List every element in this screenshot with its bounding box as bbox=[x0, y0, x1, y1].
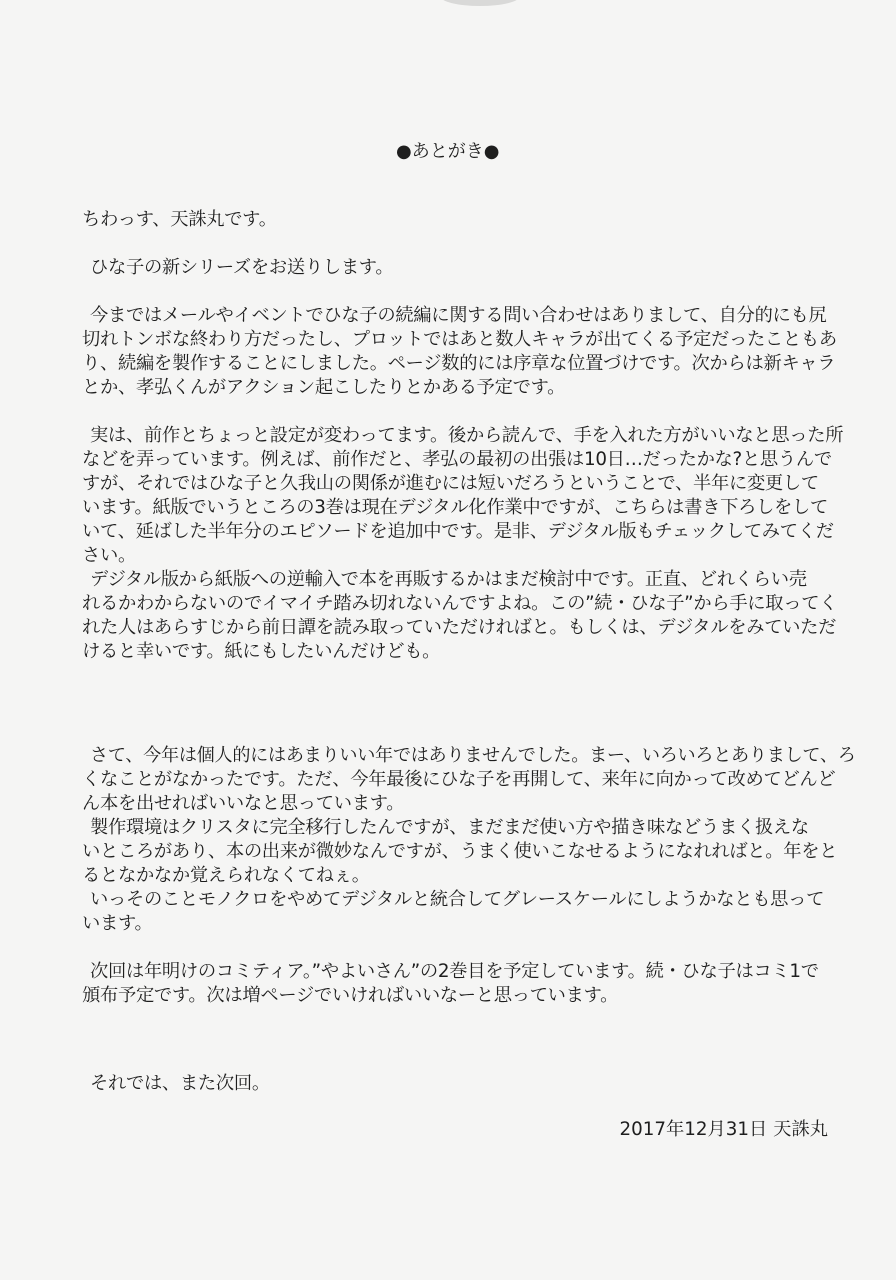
date-signature: 2017年12月31日 天誅丸 bbox=[619, 1119, 828, 1140]
paragraph-2-line: れるかわからないのでイマイチ踏み切れないんですよね。この”続・ひな子”から手に取ってく bbox=[82, 593, 838, 614]
intro-line: ひな子の新シリーズをお送りします。 bbox=[90, 257, 394, 278]
closing-line: それでは、また次回。 bbox=[90, 1073, 270, 1094]
page-title: ●あとがき● bbox=[396, 141, 500, 162]
paragraph-1-line: とか、孝弘くんがアクション起こしたりとかある予定です。 bbox=[82, 377, 566, 398]
paragraph-1-line: 今まではメールやイベントでひな子の続編に関する問い合わせはありまして、自分的にも尻 bbox=[90, 305, 827, 326]
paragraph-2-line: けると幸いです。紙にもしたいんだけども。 bbox=[82, 641, 441, 662]
paragraph-3-line: さて、今年は個人的にはあまりいい年ではありませんでした。まー、いろいろとありまして、ろ bbox=[90, 745, 856, 766]
paragraph-2-line: デジタル版から紙版への逆輸入で本を再販するかはまだ検討中です。正直、どれくらい売 bbox=[90, 569, 807, 590]
paragraph-3-line: るとなかなか覚えられなくてねぇ。 bbox=[82, 865, 370, 886]
paragraph-3-line: くなことがなかったです。ただ、今年最後にひな子を再開して、来年に向かって改めてどんど bbox=[82, 769, 836, 790]
paragraph-4-line: 頒布予定です。次は増ページでいければいいなーと思っています。 bbox=[82, 985, 619, 1006]
paragraph-2-line: などを弄っています。例えば、前作だと、孝弘の最初の出張は10日…だったかな?と思うんで bbox=[82, 449, 832, 470]
greeting-line: ちわっす、天誅丸です。 bbox=[82, 209, 277, 230]
paragraph-3-line: ん本を出せればいいなと思っています。 bbox=[82, 793, 405, 814]
paragraph-3-line: います。 bbox=[82, 913, 153, 934]
paragraph-3-line: いところがあり、本の出来が微妙なんですが、うまく使いこなせるようになれればと。年をと bbox=[82, 841, 838, 862]
paragraph-1-line: り、続編を製作することにしました。ページ数的には序章な位置づけです。次からは新キャラ bbox=[82, 353, 836, 374]
paragraph-3-line: 製作環境はクリスタに完全移行したんですが、まだまだ使い方や描き味などうまく扱えな bbox=[90, 817, 809, 838]
paragraph-2-line: います。紙版でいうところの3巻は現在デジタル化作業中ですが、こちらは書き下ろしをして bbox=[82, 497, 829, 518]
paragraph-2-line: さい。 bbox=[82, 545, 136, 566]
paragraph-3-line: いっそのことモノクロをやめてデジタルと統合してグレースケールにしようかなとも思って bbox=[90, 889, 825, 910]
paragraph-2-line: いて、延ばした半年分のエピソードを追加中です。是非、デジタル版もチェックしてみてくだ bbox=[82, 521, 834, 542]
page-edge-shadow bbox=[440, 0, 520, 6]
paragraph-2-line: すが、それではひな子と久我山の関係が進むには短いだろうということで、半年に変更して bbox=[82, 473, 819, 494]
paragraph-1-line: 切れトンボな終わり方だったし、プロットではあと数人キャラが出てくる予定だったこともあ bbox=[82, 329, 837, 350]
paragraph-2-line: れた人はあらすじから前日譚を読み取っていただければと。もしくは、デジタルをみていただ bbox=[82, 617, 837, 638]
paragraph-4-line: 次回は年明けのコミティア。”やよいさん”の2巻目を予定しています。続・ひな子はコミ1で bbox=[90, 961, 819, 982]
paragraph-2-line: 実は、前作とちょっと設定が変わってます。後から読んで、手を入れた方がいいなと思った所 bbox=[90, 425, 844, 446]
